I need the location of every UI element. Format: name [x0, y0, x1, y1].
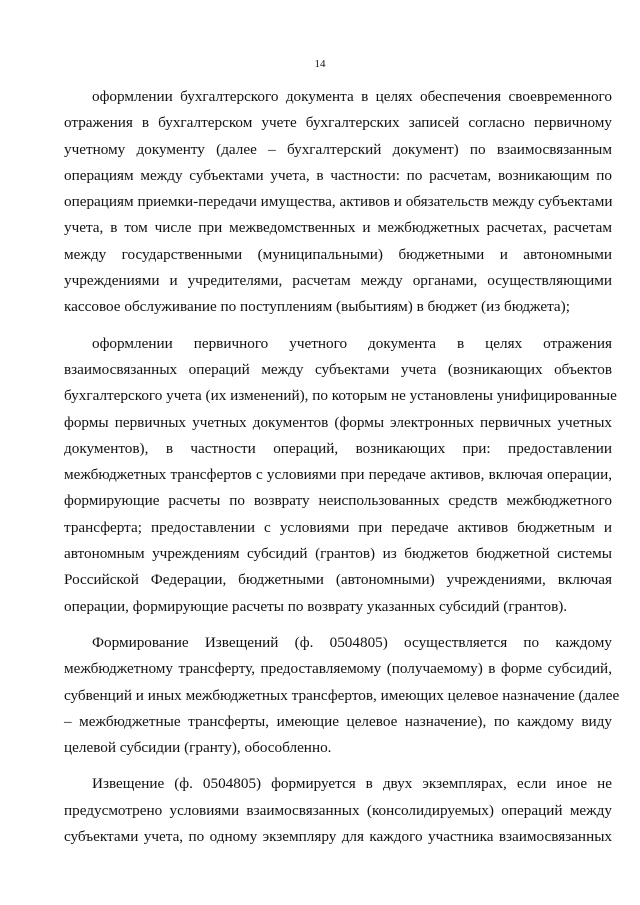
text-line: межбюджетных трансфертов с условиями при передаче активов, включая операции, [64, 466, 612, 484]
text-line: Извещение (ф. 0504805) формируется в двух экземплярах, если иное не [92, 775, 612, 793]
text-line: учреждениями и учредителями, расчетам между органами, осуществляющими [64, 272, 612, 290]
text-line: Формирование Извещений (ф. 0504805) осуществляется по каждому [92, 633, 612, 651]
text-line: трансферта; предоставлении с условиями при передаче активов бюджетным и [64, 518, 612, 536]
document-body [64, 84, 620, 850]
text-line: субвенций и иных межбюджетных трансфертов, имеющих целевое назначение (далее [64, 686, 620, 704]
text-line: оформлении первичного учетного документа в целях отражения [92, 334, 612, 352]
text-line: формирующие расчеты по возврату неиспользованных средств межбюджетного [64, 492, 612, 510]
text-line: формы первичных учетных документов (формы электронных первичных учетных [64, 413, 612, 431]
page-number: 14 [314, 58, 326, 70]
paragraph-4 [64, 771, 612, 850]
paragraph-2 [64, 331, 617, 620]
text-line: межбюджетному трансферту, предоставляемому (получаемому) в форме субсидий, [64, 660, 612, 678]
paragraph-1 [64, 84, 612, 321]
text-line: документов), в частности операций, возникающих при: предоставлении [64, 439, 612, 457]
text-line: субъектами учета, по одному экземпляру для каждого участника взаимосвязанных [64, 828, 612, 846]
text-line: предусмотрено условиями взаимосвязанных (консолидируемых) операций между [64, 801, 612, 819]
text-line: операции, формирующие расчеты по возврату указанных субсидий (грантов). [64, 597, 568, 615]
text-line: кассовое обслуживание по поступлениям (выбытиям) в бюджет (из бюджета); [64, 298, 570, 316]
paragraph-3 [64, 630, 620, 761]
text-line: учета, в том числе при межведомственных и межбюджетных расчетах, расчетам [64, 219, 612, 237]
text-line: операциям приемки-передачи имущества, активов и обязательств между субъектами [64, 193, 613, 211]
text-line: оформлении бухгалтерского документа в целях обеспечения своевременного [92, 88, 612, 105]
text-line: целевой субсидии (гранту), обособленно. [64, 739, 332, 757]
text-line: между государственными (муниципальными) бюджетными и автономными [64, 245, 612, 263]
text-line: операциям между субъектами учета, в частности: по расчетам, возникающим по [64, 166, 612, 184]
text-line: Российской Федерации, бюджетными (автономными) учреждениями, включая [64, 571, 612, 589]
text-line: бухгалтерского учета (их изменений), по которым не установлены унифицированные [64, 387, 617, 405]
text-line: – межбюджетные трансферты, имеющие целевое назначение), по каждому виду [64, 712, 612, 730]
text-line: автономным учреждениям субсидий (грантов) из бюджетов бюджетной системы [64, 545, 612, 563]
text-line: отражения в бухгалтерском учете бухгалтерских записей согласно первичному [64, 114, 612, 132]
text-line: взаимосвязанных операций между субъектами учета (возникающих объектов [64, 360, 612, 378]
text-line: учетному документу (далее – бухгалтерский документ) по взаимосвязанным [64, 140, 612, 158]
